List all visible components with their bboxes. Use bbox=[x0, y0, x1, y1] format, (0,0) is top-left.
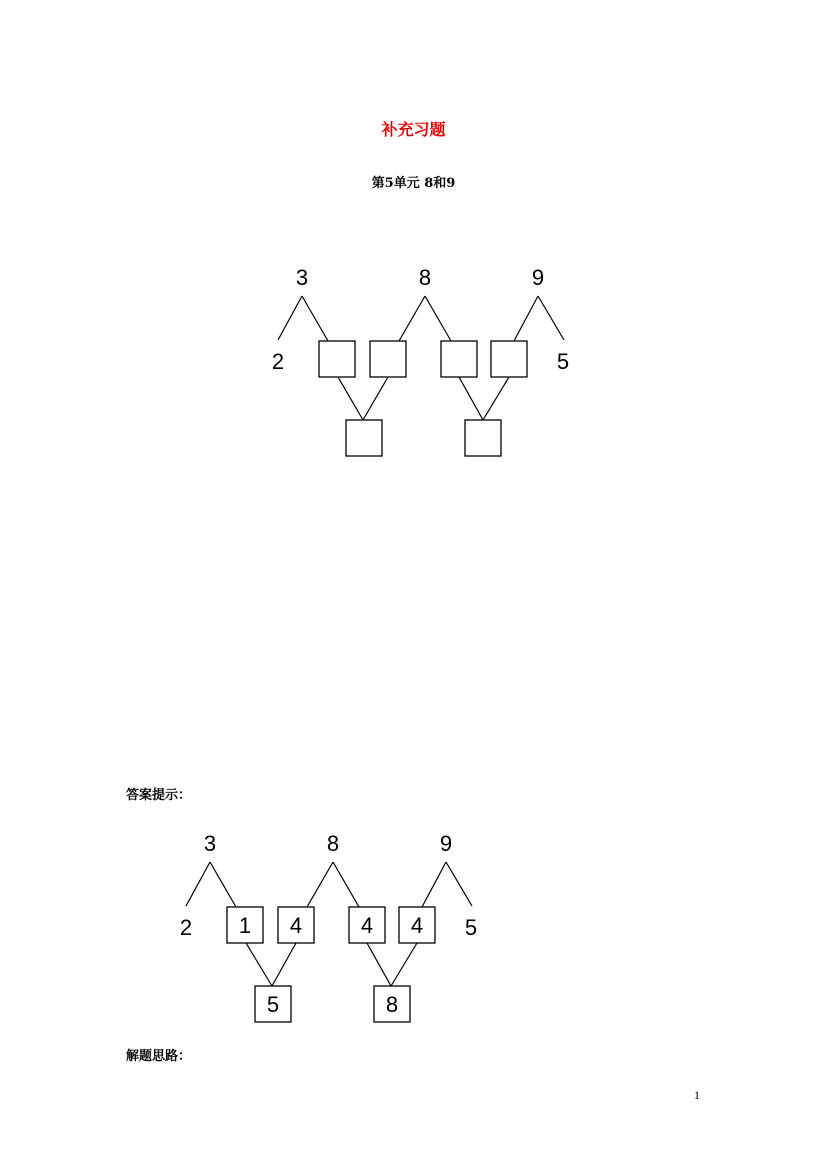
answer-middle-box-1-value: 1 bbox=[238, 913, 252, 938]
answer-bottom-box-2-value: 8 bbox=[385, 992, 399, 1017]
answer-merge-line bbox=[367, 943, 391, 986]
answer-branch-line bbox=[422, 862, 446, 907]
answer-right-number: 5 bbox=[464, 915, 478, 940]
answer-top-number-2: 8 bbox=[326, 831, 340, 856]
solution-heading: 解题思路： bbox=[126, 1049, 192, 1064]
answer-heading: 答案提示： bbox=[126, 788, 192, 803]
answer-top-number-3: 9 bbox=[439, 831, 453, 856]
page-number: 1 bbox=[694, 1088, 700, 1102]
exercise-top-number-2: 8 bbox=[418, 265, 432, 290]
exercise-right-number: 5 bbox=[556, 349, 570, 374]
answer-branch-line bbox=[446, 862, 472, 906]
answer-branch-line bbox=[186, 862, 210, 906]
answer-merge-line bbox=[246, 943, 272, 986]
answer-top-number-1: 3 bbox=[203, 831, 217, 856]
answer-middle-box-2-value: 4 bbox=[289, 913, 303, 938]
answer-merge-line bbox=[272, 943, 296, 986]
answer-middle-box-3-value: 4 bbox=[360, 913, 374, 938]
answer-bottom-box-1-value: 5 bbox=[266, 992, 280, 1017]
answer-left-number: 2 bbox=[179, 915, 193, 940]
exercise-top-number-3: 9 bbox=[531, 265, 545, 290]
unit-subtitle: 第5单元 8和9 bbox=[371, 176, 456, 191]
exercise-top-number-1: 3 bbox=[295, 265, 309, 290]
answer-merge-line bbox=[391, 943, 417, 986]
answer-middle-box-4-value: 4 bbox=[410, 913, 424, 938]
page-title: 补充习题 bbox=[381, 120, 446, 139]
answer-branch-line bbox=[210, 862, 236, 907]
answer-branch-line bbox=[333, 862, 359, 907]
answer-branch-line bbox=[307, 862, 333, 907]
exercise-left-number: 2 bbox=[271, 349, 285, 374]
